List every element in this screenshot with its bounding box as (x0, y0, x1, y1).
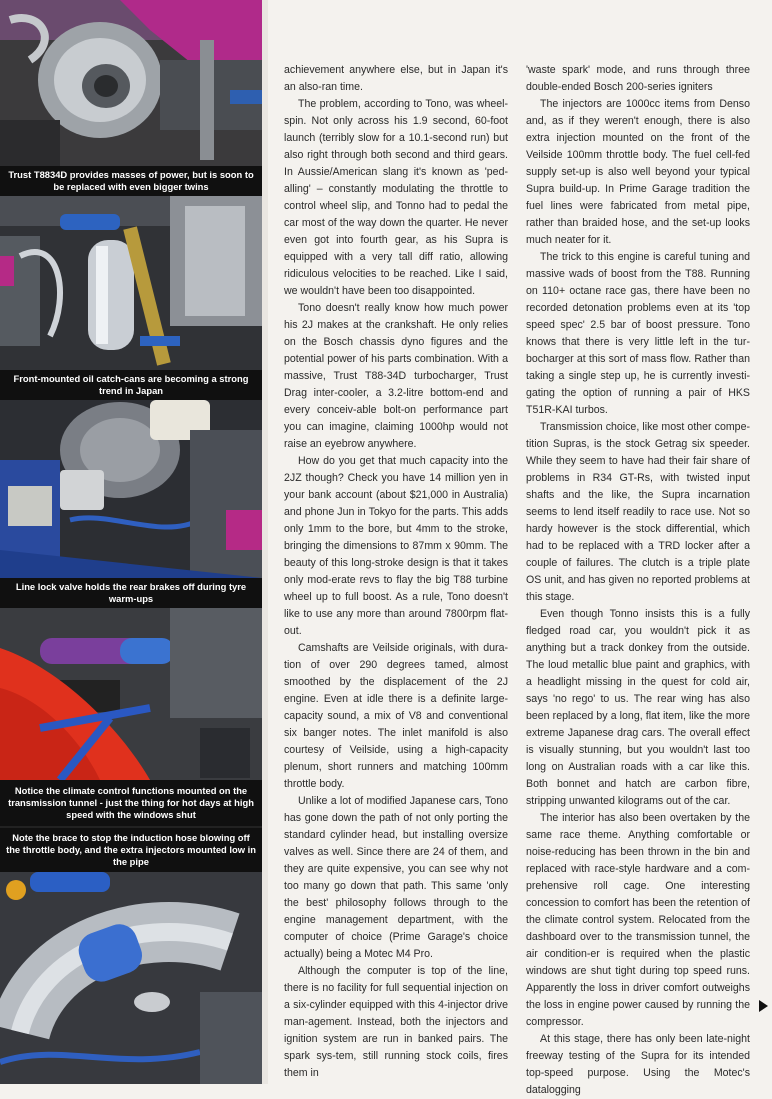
article-column-2 (526, 62, 750, 1099)
paragraph: The trick to this engine is careful tuning and massive wads of boost from the T88. Running on 110+ octane race gas, there have been no recorded detonation problems even at its 'top speed spec' 2.5 bar of boost pressure. Tono knows that there is very little left in the tur-bocharger at this sort of mass flow. Rather than taking a single step up, he is currently investi-gating the option of running a pair of HKS T51R-KAI turbos. (526, 251, 750, 416)
photo-turbocharger (0, 0, 262, 166)
continue-arrow-icon (759, 1000, 768, 1012)
paragraph: How do you get that much capacity into the 2JZ though? Check you have 14 million yen in your bank account (about $21,000 in Australia) and phone Jun in Tokyo for the parts. This adds only 1mm to the bore, but 4mm to the stroke, bringing the dimensions to 87mm x 90mm. The beauty of this long-stroke design is that it takes only mod-erate revs to flay the big T88 turbine wheel up to full boost. As a rule, Tono doesn't like to use any more than around 7800rpm flat-out. (284, 455, 508, 637)
caption-interior: Notice the climate control functions mounted on the transmission tunnel - just the thing for hot days at high speed with the windows shut (0, 780, 262, 826)
paragraph: The injectors are 1000cc items from Denso and, as if they weren't enough, there is also extra injection mounted on the front of the Veilside 100mm throttle body. The fuel cell-fed supply set-up is also well beyond your typical Supra build-up. In Prime Garage tradition the fuel lines were fabricated from metal pipe, rather than braided hose, and the set-up looks much neater for it. (526, 98, 750, 246)
article-column-1 (284, 62, 508, 1082)
paragraph: achievement anywhere else, but in Japan it's an also-ran time. (284, 64, 508, 93)
photo-interior (0, 608, 262, 780)
caption-induction-hose: Note the brace to stop the induction hose blowing off the throttle body, and the extra injectors mounted low in the pipe (0, 828, 262, 872)
paragraph: Camshafts are Veilside originals, with dura-tion of over 290 degrees tamed, almost smoothed by the displacement of the 2J engine. Even at idle there is a definite large-capacity sound, a mix of V8 and conventional six banger notes. The inlet manifold is also courtesy of Veilside, using a high-capacity plenum, short runners and matching 100mm throttle body. (284, 642, 508, 790)
photo-oil-catch-cans (0, 196, 262, 370)
paragraph: Unlike a lot of modified Japanese cars, Tono has gone down the path of not only porting the standard cylinder head, but installing oversize valves as well. Since there are 24 of them, and they are quite expensive, you can see why not too many go down that path. This same 'only the best' philosophy follows through to the engine management department, with the computer of choice (Prime Garage's choice actually) being a Motec M4 Pro. (284, 795, 508, 960)
caption-turbocharger: Trust T8834D provides masses of power, but is soon to be replaced with even bigger twins (0, 166, 262, 196)
photo-line-lock-valve (0, 400, 262, 578)
paragraph: 'waste spark' mode, and runs through three double-ended Bosch 200-series igniters (526, 64, 750, 93)
paragraph: The problem, according to Tono, was wheel-spin. Not only across his 1.9 second, 60-foot launch (terribly slow for a 10.1-second run) but also right through both second and third gears. In Aussie/American slang it's known as 'ped-alling' – constantly modulating the throttle to control wheel slip, and Tonno had to pedal the car most of the way down the quarter. He never even got into fourth gear, as his Supra is equipped with a very tall diff ratio, allowing ridiculous velocities to be reached. Like I said, we wouldn't have been too disappointed. (284, 98, 508, 297)
gutter (262, 0, 268, 1084)
photo-column (0, 0, 262, 1084)
paragraph: Transmission choice, like most other compe-tition Supras, is the stock Getrag six speeder. While they seem to have had their fair share of problems in R34 GT-Rs, with twisted input shafts and the like, the Supra incarnation seems to lend itself readily to race use. Not so hardy however is the stock differential, which had to be replaced with a TRD locker after a couple of failures. The clutch is a triple plate OS unit, and has given no reported problems at this stage. (526, 421, 750, 603)
caption-line-lock-valve: Line lock valve holds the rear brakes off during tyre warm-ups (0, 578, 262, 608)
photo-induction-pipe (0, 872, 262, 1084)
paragraph: Even though Tonno insists this is a fully fledged road car, you wouldn't pick it as anything but a track donkey from the outside. The loud metallic blue paint and graphics, with a headlight missing in the quest for cold air, says 'no rego' to us. The rear wing has also been replaced by a long, flat item, like the more extreme Japanese drag cars. The overall effect is visually stunning, but you wouldn't last too long on Australian roads with a car like this. Both bonnet and hatch are carbon fibre, stripping unwanted kilograms out of the car. (526, 608, 750, 807)
paragraph: At this stage, there has only been late-night freeway testing of the Supra for its intended top-speed purpose. Using the Motec's datalogging (526, 1033, 750, 1096)
paragraph: The interior has also been overtaken by the same race theme. Anything comfortable or noise-reducing has been thrown in the bin and replaced with race-style hardware and a com-prehensive roll cage. One interesting concession to comfort has been the retention of the climate control system. Relocated from the dashboard over to the transmission tunnel, the air condition-er is required when the plastic windows are shut tight during top speed runs. Apparently the loss in driver comfort outweighs the loss in engine power caused by running the compressor. (526, 812, 750, 1028)
caption-oil-catch-cans: Front-mounted oil catch-cans are becoming a strong trend in Japan (0, 370, 262, 400)
paragraph: Tono doesn't really know how much power his 2J makes at the crankshaft. He only relies on the Bosch chassis dyno figures and the potential power of his parts combination. With a massive, Trust T88-34D turbocharger, Trust Drag inter-cooler, a 3.2-litre bottom-end and every conceiv-able bolt-on performance part you can imagine, claiming 1000hp would not raise an eyebrow anywhere. (284, 302, 508, 450)
paragraph: Although the computer is top of the line, there is no facility for full sequential injection on a six-cylinder equipped with this 4-injector drive man-agement. Instead, both the injectors and ignition system are run in banked pairs. The spark sys-tem, still running stock coils, fires them in (284, 965, 508, 1079)
